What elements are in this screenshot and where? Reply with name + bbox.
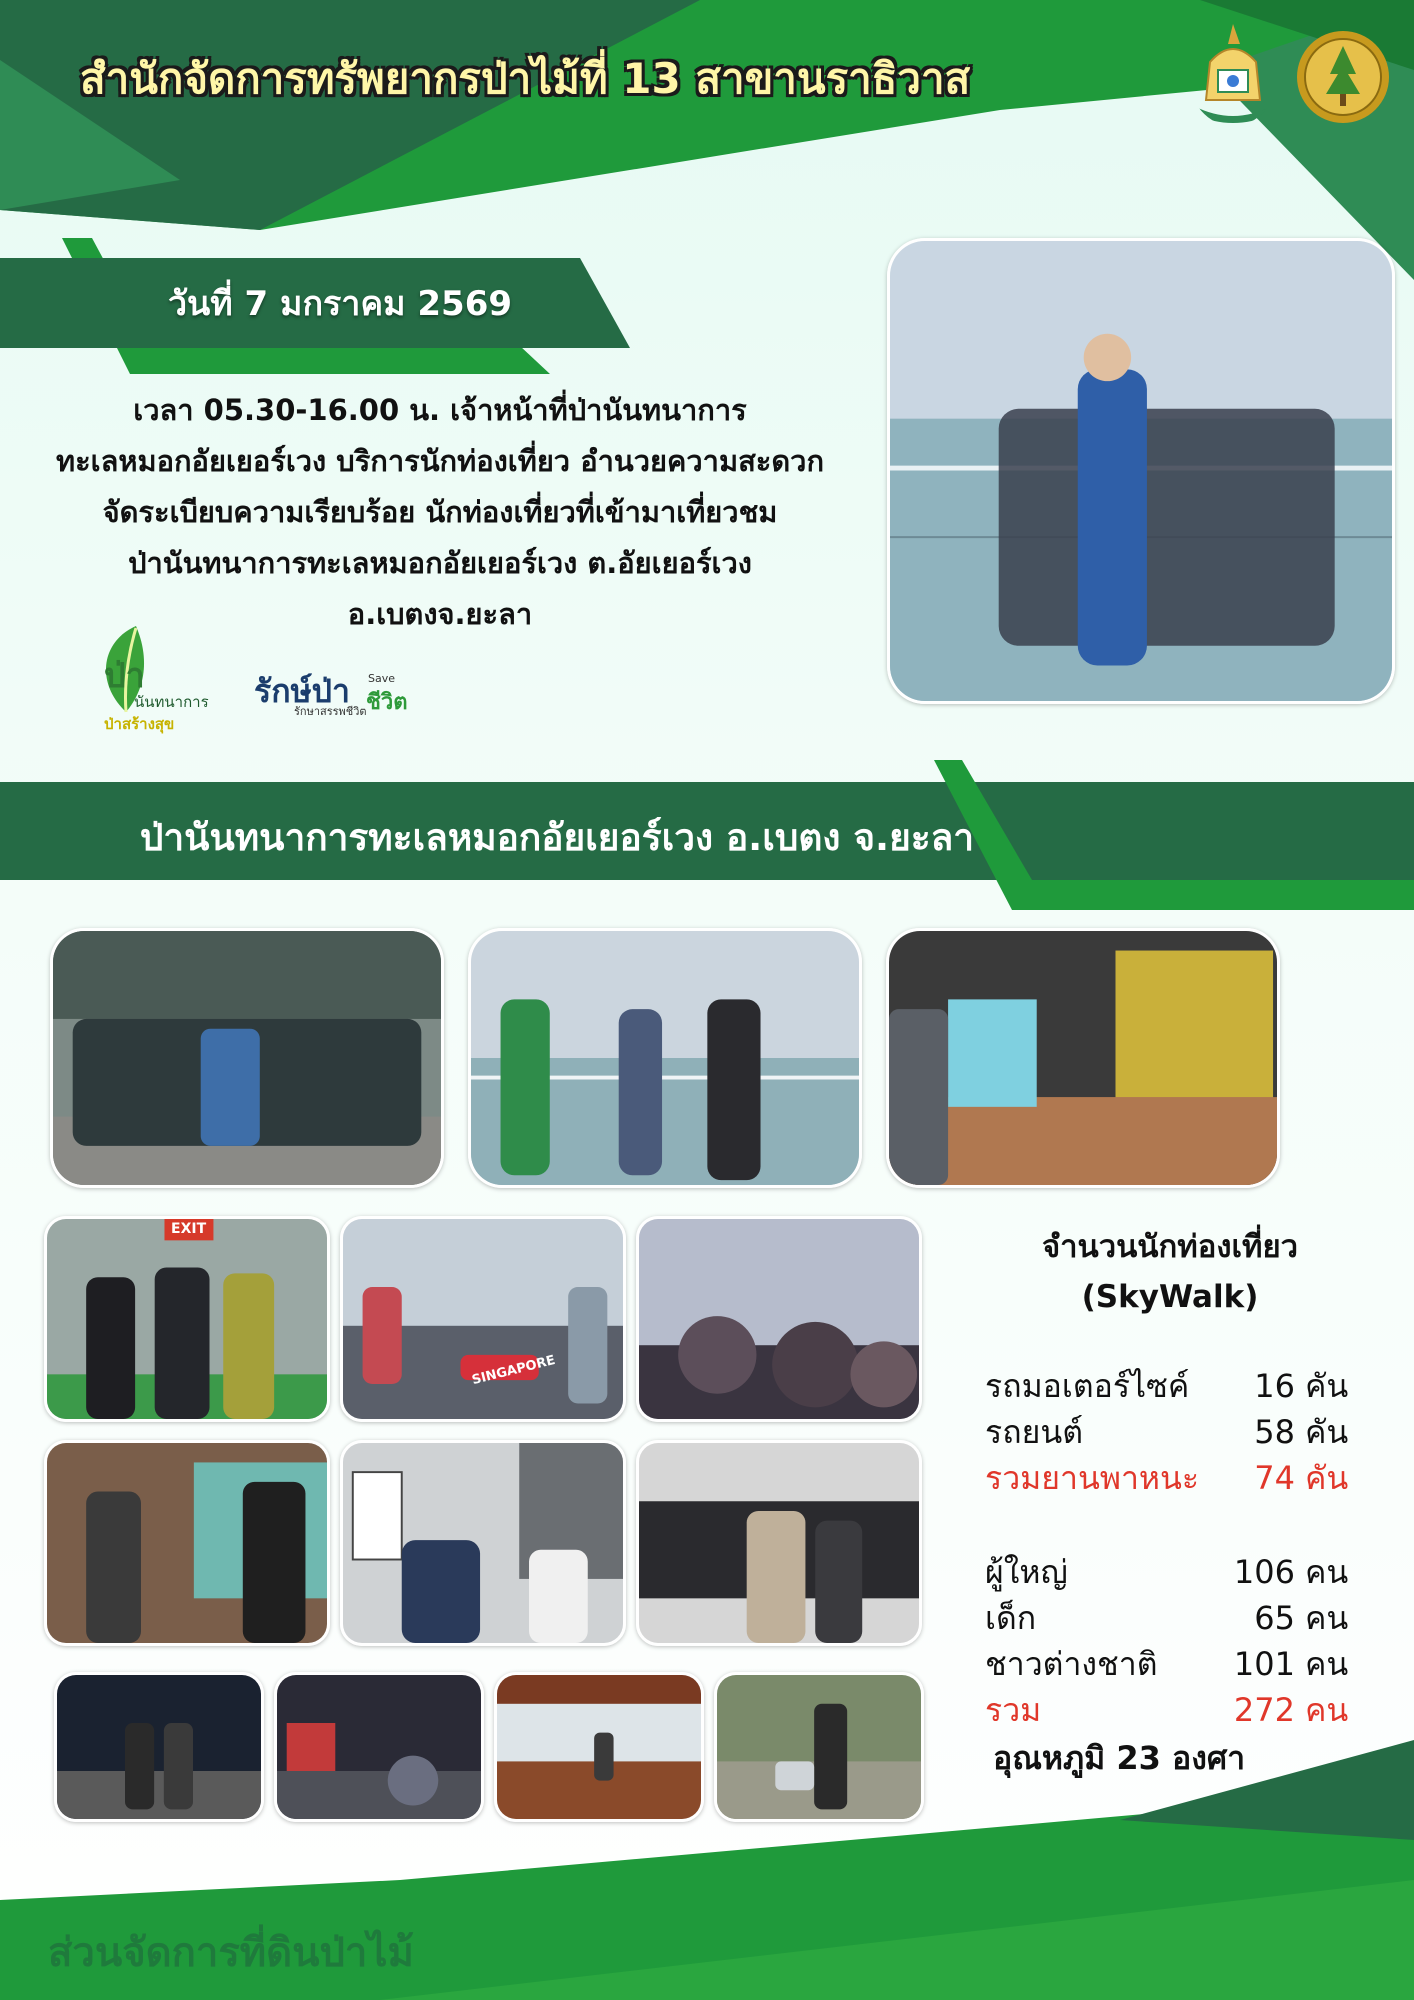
stat-unit: คน <box>1305 1645 1349 1683</box>
logo-tag-text: ป่าสร้างสุข <box>104 715 175 733</box>
event-description <box>0 385 880 635</box>
stat-total-visitors <box>985 1688 1365 1732</box>
stat-unit: คัน <box>1305 1459 1349 1497</box>
stat-label: รวมยานพาหนะ <box>985 1459 1200 1497</box>
logo-tag-text: Save <box>368 672 396 685</box>
event-date: วันที่ 7 มกราคม 2569 <box>167 284 513 324</box>
save-forest-logo <box>254 666 424 722</box>
stat-unit: คัน <box>1305 1413 1349 1451</box>
description-line: เวลา 05.30-16.00 น. เจ้าหน้าที่ป่านันทนาการ <box>133 393 747 427</box>
gallery-photo-night-crowd <box>274 1672 484 1822</box>
visitor-stats-title <box>960 1222 1380 1332</box>
gallery-photo-fog-viewing <box>636 1216 922 1422</box>
gallery-photo-skywalk-conversation <box>468 928 862 1188</box>
recreation-forest-logo <box>96 624 226 734</box>
stat-motorcycles <box>985 1364 1365 1408</box>
footer-department: ส่วนจัดการที่ดินป่าไม้ <box>48 1930 414 1976</box>
featured-skywalk-photo <box>887 238 1395 704</box>
exit-sign-text: EXIT <box>171 1221 207 1237</box>
logo-sub-text: รักษาสรรพชีวิต <box>294 705 367 718</box>
banner-text: SINGAPORE <box>470 1352 557 1389</box>
description-line: ป่านันทนาการทะเลหมอกอัยเยอร์เวง ต.อัยเยอร์เวง <box>128 546 752 580</box>
gallery-photo-parking-service <box>340 1440 626 1646</box>
gallery-photo-locker-area <box>636 1440 922 1646</box>
logo-main-text: ป่า <box>104 656 145 696</box>
stat-label: ชาวต่างชาติ <box>985 1645 1158 1683</box>
gallery-photo-exhibition-room <box>886 928 1280 1188</box>
stat-value: 272 <box>1233 1691 1295 1729</box>
stat-children <box>985 1596 1365 1640</box>
stat-value: 101 <box>1233 1645 1295 1683</box>
office-title: สำนักจัดการทรัพยากรป่าไม้ที่ 13 สาขานราธิวาส <box>80 54 971 103</box>
gallery-photo-group-entrance <box>50 928 444 1188</box>
stat-cars <box>985 1410 1365 1454</box>
stat-label: ผู้ใหญ่ <box>985 1553 1068 1591</box>
gallery-photo-staff-exit <box>44 1216 330 1422</box>
stat-value: 65 <box>1254 1599 1295 1637</box>
stat-total-vehicles <box>985 1456 1365 1500</box>
gallery-photo-staff-greeting <box>44 1440 330 1646</box>
description-line: จัดระเบียบความเรียบร้อย นักท่องเที่ยวที่เข้ามาเที่ยวชม <box>102 495 778 529</box>
stat-value: 74 <box>1254 1459 1295 1497</box>
section-title: ป่านันทนาการทะเลหมอกอัยเยอร์เวง อ.เบตง จ.ยะลา <box>139 816 975 859</box>
stat-unit: คน <box>1305 1599 1349 1637</box>
description-line: อ.เบตงจ.ยะลา <box>347 597 533 631</box>
stat-foreigners <box>985 1642 1365 1686</box>
logo-sub-text: นันทนาการ <box>134 693 209 711</box>
gallery-photo-night-checkpoint <box>54 1672 264 1822</box>
stat-label: รวม <box>985 1691 1042 1729</box>
gallery-photo-garbage-collection <box>714 1672 924 1822</box>
stat-unit: คน <box>1305 1553 1349 1591</box>
gallery-photo-sweeping-deck <box>494 1672 704 1822</box>
stat-value: 58 <box>1254 1413 1295 1451</box>
description-line: ทะเลหมอกอัยเยอร์เวง บริการนักท่องเที่ยว อำนวยความสะดวก <box>55 444 825 478</box>
forest-department-seal-logo <box>1296 30 1390 124</box>
stat-label: รถยนต์ <box>985 1413 1083 1451</box>
stat-unit: คัน <box>1305 1367 1349 1405</box>
stat-label: รถมอเตอร์ไซค์ <box>985 1367 1190 1405</box>
stat-label: เด็ก <box>985 1599 1037 1637</box>
logo-main-text: รักษ์ป่า <box>254 672 350 710</box>
stat-value: 16 <box>1254 1367 1295 1405</box>
gallery-photo-viewpoint-crowd <box>340 1216 626 1422</box>
logo-tag-text: ชีวิต <box>366 690 408 715</box>
stat-value: 106 <box>1233 1553 1295 1591</box>
stats-title-line: จำนวนนักท่องเที่ยว <box>1041 1229 1299 1265</box>
stat-unit: คน <box>1305 1691 1349 1729</box>
stat-adults <box>985 1550 1365 1594</box>
stats-title-line: (SkyWalk) <box>1081 1279 1259 1315</box>
temperature-reading: อุณหภูมิ 23 องศา <box>993 1739 1246 1777</box>
department-emblem-logo <box>1188 22 1278 126</box>
